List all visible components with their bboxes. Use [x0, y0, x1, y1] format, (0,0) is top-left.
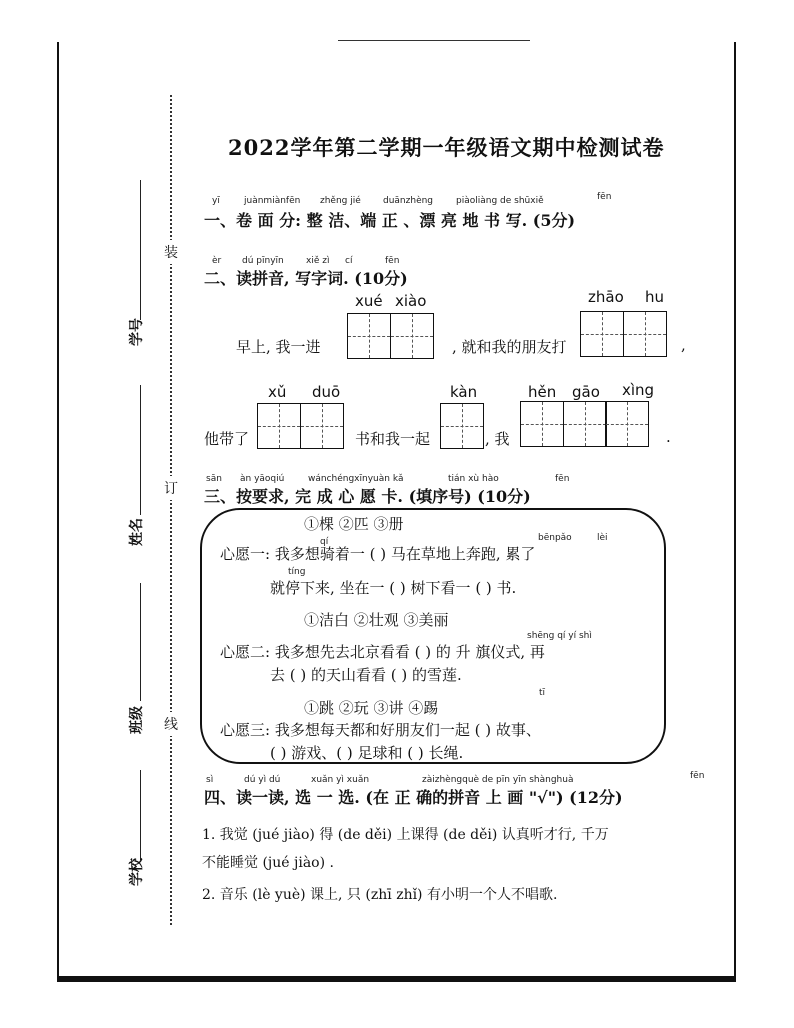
q4-pinyin-2: dú yì dú [244, 775, 281, 785]
xuehao-blank [140, 180, 141, 320]
xuehao-label: 学号 [129, 318, 145, 346]
writing-cell[interactable] [257, 403, 301, 449]
q4-item-1-line-2: 不能睡觉 (jué jiào) . [202, 855, 334, 871]
q4-heading: 四、读一读, 选 一 选. (在 正 确的拼音 上 画 "√") (12分) [204, 788, 623, 807]
q3-pinyin-3: wánchéngxīnyuàn kǎ [308, 474, 404, 484]
q4-pinyin-4: zàizhèngquè de pīn yīn shànghuà [422, 775, 574, 785]
writing-cell[interactable] [347, 313, 391, 359]
binding-line [170, 95, 172, 925]
writing-grid-zhaohu[interactable] [580, 311, 665, 357]
q2-l2-mid1: 书和我一起 [355, 430, 431, 448]
q4-pinyin-1: sì [206, 775, 214, 785]
top-rule [338, 40, 530, 41]
q2-pinyin-3: xiě zì [306, 256, 330, 266]
q3-heading: 三、按要求, 完 成 心 愿 卡. (填序号) (10分) [204, 487, 531, 506]
q2-l2-py-6: xìng [622, 381, 655, 399]
q2-l2-py-3: kàn [450, 383, 478, 401]
xingming-blank [140, 385, 141, 515]
q2-l1-py-2: xiào [395, 292, 427, 310]
page-frame-right [734, 42, 736, 982]
q2-pinyin-1: èr [212, 256, 222, 266]
q4-item-2: 2. 音乐 (lè yuè) 课上, 只 (zhī zhǐ) 有小明一个人不唱歌. [202, 887, 558, 903]
q4-pinyin-5: fēn [690, 771, 705, 781]
q2-heading: 二、读拼音, 写字词. (10分) [204, 269, 408, 288]
q2-l2-py-4: hěn [528, 383, 557, 401]
q3-options-2: ①洁白 ②壮观 ③美丽 [304, 611, 449, 629]
q1-pinyin-6: fēn [597, 192, 612, 202]
q3-options-1: ①棵 ②匹 ③册 [304, 515, 404, 533]
q1-pinyin-3: zhěng jié [320, 196, 361, 206]
q4-pinyin-3: xuǎn yì xuǎn [311, 775, 370, 785]
q1-pinyin-4: duānzhèng [383, 196, 434, 206]
writing-cell[interactable] [300, 403, 344, 449]
q4-item-1-line-1: 1. 我觉 (jué jiào) 得 (de děi) 上课得 (de děi) 认真听才行, 千万 [202, 827, 609, 843]
q1-pinyin-1: yī [212, 196, 220, 206]
page-frame-left [57, 42, 59, 982]
q3-py-benpao: bēnpǎo [538, 533, 572, 543]
q2-l1-py-1: xué [355, 292, 383, 310]
q2-l2-pre: 他带了 [204, 430, 250, 448]
q1-pinyin-2: juànmiànfēn [244, 196, 301, 206]
wish-3-line-1: 心愿三: 我多想每天都和好朋友们一起 ( ) 故事、 [220, 721, 541, 739]
q3-pinyin-5: fēn [555, 474, 570, 484]
wish-1-line-1: 心愿一: 我多想骑着一 ( ) 马在草地上奔跑, 累了 [220, 545, 536, 563]
q3-py-shengqiyishi: shēng qí yí shì [527, 631, 592, 641]
writing-cell[interactable] [605, 401, 649, 447]
q2-pinyin-5: fēn [385, 256, 400, 266]
q3-py-lei: lèi [597, 533, 608, 543]
writing-cell[interactable] [520, 401, 564, 447]
writing-grid-xuexiao[interactable] [347, 313, 432, 359]
writing-grid-hengaoxing[interactable] [520, 401, 648, 447]
q3-pinyin-1: sān [206, 474, 222, 484]
wish-3-line-2: ( ) 游戏、( ) 足球和 ( ) 长绳. [270, 744, 464, 762]
wish-2-line-1: 心愿二: 我多想先去北京看看 ( ) 的 升 旗仪式, 再 [220, 643, 545, 661]
q2-l1-mid: , 就和我的朋友打 [452, 338, 567, 356]
q1-pinyin-5: piàoliàng de shūxiě [456, 196, 544, 206]
page-title: 2022学年第二学期一年级语文期中检测试卷 [228, 135, 665, 160]
binding-char-zhuang: 装 [164, 240, 178, 264]
q2-l2-mid2: , 我 [485, 430, 510, 448]
banji-label: 班级 [129, 706, 145, 734]
q3-pinyin-4: tián xù hào [448, 474, 499, 484]
wish-2-line-2: 去 ( ) 的天山看看 ( ) 的雪莲. [270, 666, 462, 684]
banji-blank [140, 583, 141, 701]
wish-1-line-2: 就停下来, 坐在一 ( ) 树下看一 ( ) 书. [270, 579, 517, 597]
writing-cell[interactable] [580, 311, 624, 357]
xingming-label: 姓名 [129, 518, 145, 546]
q3-options-3: ①跳 ②玩 ③讲 ④踢 [304, 699, 439, 717]
page-frame-bottom [57, 976, 736, 982]
xuexiao-label: 学校 [129, 858, 145, 886]
writing-cell[interactable] [440, 403, 484, 449]
q1-heading: 一、卷 面 分: 整 洁、端 正 、漂 亮 地 书 写. (5分) [204, 211, 576, 230]
q2-l1-pre: 早上, 我一进 [236, 338, 321, 356]
q3-py-ting: tíng [288, 567, 306, 577]
q3-py-ti: tī [539, 688, 546, 698]
xuexiao-blank [140, 770, 141, 860]
q2-l2-end: . [666, 428, 671, 446]
q2-pinyin-2: dú pīnyīn [242, 256, 284, 266]
q2-l1-py-4: hu [645, 288, 665, 306]
writing-grid-kan[interactable] [440, 403, 483, 449]
q2-l1-end: , [681, 336, 686, 354]
writing-cell[interactable] [623, 311, 667, 357]
writing-cell[interactable] [563, 401, 607, 447]
writing-grid-xuduo[interactable] [257, 403, 342, 449]
q2-l2-py-5: gāo [572, 383, 600, 401]
q2-l1-py-3: zhāo [588, 288, 624, 306]
binding-char-ding: 订 [164, 476, 178, 500]
q3-pinyin-2: àn yāoqiú [240, 474, 285, 484]
writing-cell[interactable] [390, 313, 434, 359]
q2-l2-py-2: duō [312, 383, 341, 401]
q3-py-qi: qí [320, 537, 329, 547]
q2-pinyin-4: cí [345, 256, 353, 266]
binding-char-xian: 线 [164, 712, 178, 736]
q2-l2-py-1: xǔ [268, 383, 287, 401]
